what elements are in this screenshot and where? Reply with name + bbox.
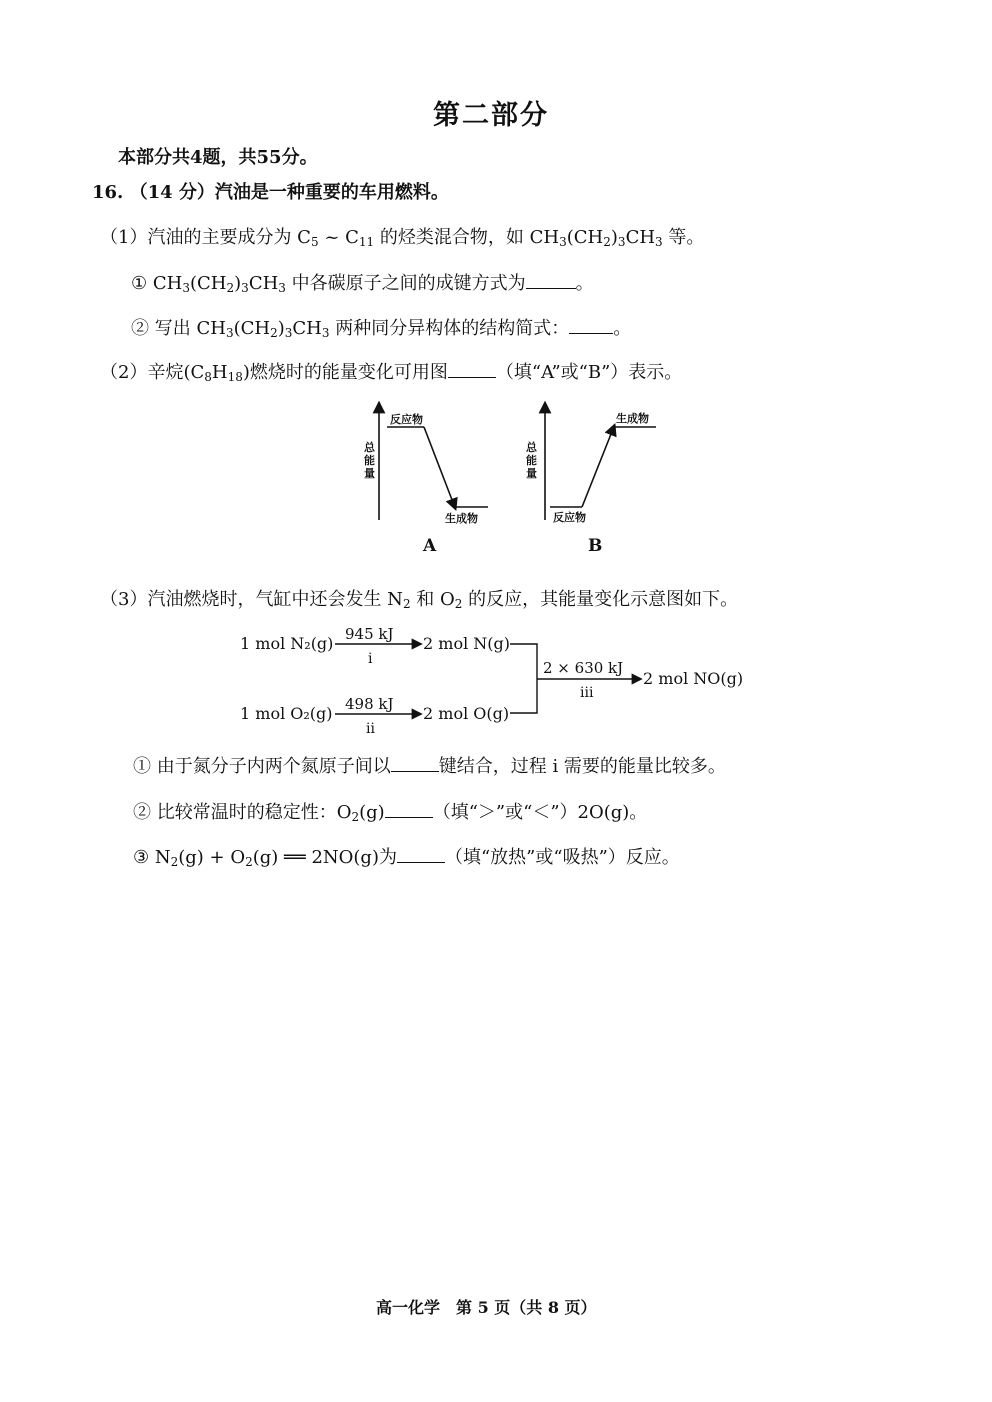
- part-2-text: （2）辛烷$(C_8H_{18})$燃烧时的能量变化可用图 （填“A”或“B”）表示。: [100, 362, 683, 384]
- n2-start: 1 mol N₂(g): [240, 634, 334, 653]
- section-intro: 本部分共4题，共55分。: [118, 147, 318, 168]
- n2-energy: 945 kJ: [345, 625, 394, 643]
- diagram-b-end-label: 生成物: [616, 412, 649, 425]
- diagram-b: [526, 407, 656, 556]
- diagram-a-axis-label-1: 总: [364, 441, 375, 454]
- diagram-b-axis-label-1: 总: [526, 441, 537, 454]
- answer-blank[interactable]: [526, 272, 576, 289]
- energy-diagrams: [350, 395, 680, 565]
- part-3-item-3: ③ $N_2(g) + O_2(g)$ ══ 2NO(g)为 （填“放热”或“吸热”）反应。: [133, 847, 680, 869]
- page-footer: 高一化学 第 5 页（共 8 页）: [376, 1298, 597, 1317]
- final-energy: 2 × 630 kJ: [543, 659, 624, 677]
- answer-blank[interactable]: [397, 846, 445, 863]
- diagram-b-start-label: 反应物: [553, 511, 586, 524]
- diagram-b-axis-label-3: 量: [526, 467, 537, 480]
- answer-blank[interactable]: [448, 361, 496, 378]
- final-product: 2 mol NO(g): [643, 669, 744, 688]
- o2-product: 2 mol O(g): [423, 704, 510, 723]
- diagram-a: [364, 407, 488, 556]
- o2-start: 1 mol O₂(g): [240, 704, 333, 723]
- diagram-b-path: [582, 429, 613, 507]
- part-1-item-2: ② 写出 $CH_3(CH_2)_3CH_3$ 两种同分异构体的结构简式： 。: [131, 318, 632, 340]
- o2-energy: 498 kJ: [345, 695, 394, 713]
- diagram-a-start-label: 反应物: [390, 413, 423, 426]
- o2-step: ii: [366, 721, 375, 737]
- combine-bracket: [510, 644, 537, 713]
- question-number: 16.: [92, 182, 124, 203]
- part-1-text: （1）汽油的主要成分为 $C_5$ ~ $C_{11}$ 的烃类混合物，如 $CH_3(CH_2)_3CH_3$ 等。: [100, 227, 705, 249]
- part-3-item-2: ② 比较常温时的稳定性：$O_2(g)$ （填“＞”或“＜”）2O(g)。: [133, 802, 648, 824]
- part-1-item-1: ① $CH_3(CH_2)_3CH_3$ 中各碳原子之间的成键方式为 。: [131, 273, 594, 295]
- diagram-a-axis-label-2: 能: [364, 454, 375, 467]
- part-3-item-1: ① 由于氮分子内两个氮原子间以 键结合，过程 i 需要的能量比较多。: [133, 756, 726, 777]
- diagram-a-path: [424, 427, 454, 505]
- part-3-text: （3）汽油燃烧时，气缸中还会发生 $N_2$ 和 $O_2$ 的反应，其能量变化示意图如下。: [100, 589, 739, 611]
- question-16-stem: [92, 178, 449, 204]
- diagram-a-axis-label-3: 量: [364, 467, 375, 480]
- question-stem: （14 分）汽油是一种重要的车用燃料。: [129, 182, 449, 203]
- page-title: 第二部分: [433, 100, 549, 131]
- diagram-b-axis-label-2: 能: [526, 454, 537, 467]
- diagram-a-caption: A: [423, 536, 437, 556]
- diagram-a-end-label: 生成物: [445, 512, 478, 525]
- diagram-b-caption: B: [588, 536, 603, 556]
- answer-blank[interactable]: [569, 317, 613, 334]
- answer-blank[interactable]: [391, 755, 439, 772]
- final-step: iii: [580, 685, 594, 701]
- n2-product: 2 mol N(g): [423, 634, 510, 653]
- answer-blank[interactable]: [385, 801, 433, 818]
- n2-step: i: [368, 651, 373, 667]
- reaction-scheme: [235, 620, 755, 740]
